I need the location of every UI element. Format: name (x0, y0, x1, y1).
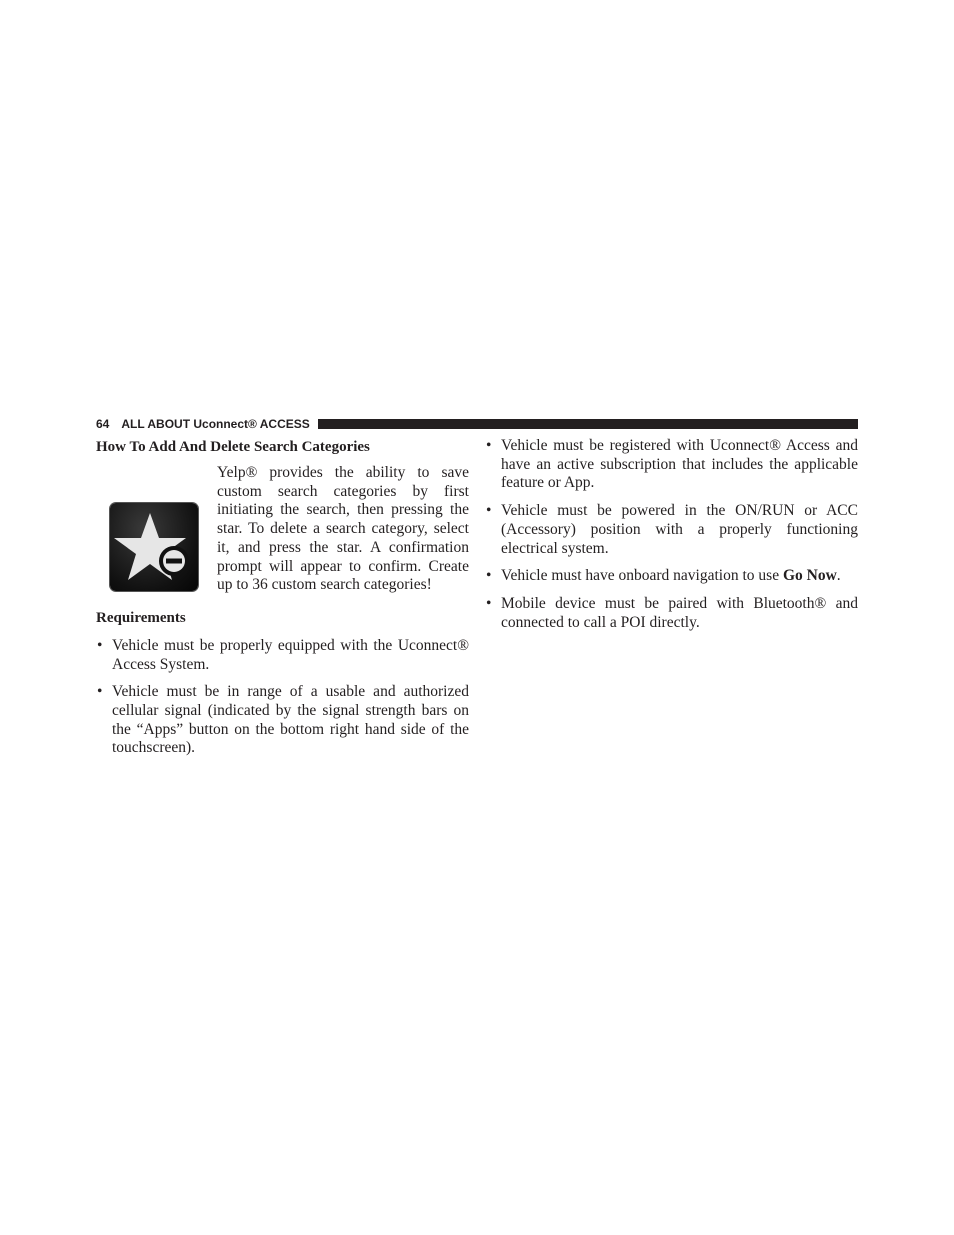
list-item-text: Vehicle must be properly equipped with the Uconnect® Access System. (112, 636, 469, 673)
star-minus-icon (110, 503, 198, 591)
requirements-list-right (485, 437, 858, 632)
list-item (485, 437, 858, 493)
requirements-heading: Requirements (96, 609, 186, 626)
section-title: ALL ABOUT Uconnect® ACCESS (121, 417, 310, 431)
icon-paragraph: Yelp® provides the ability to save custom search categories by first initiating the search, then pressing the star. To delete a search category, select it, and press the star. A confirmation prompt will appear to confirm. Create up to 36 custom search categories! (217, 464, 469, 594)
bullet-dot: • (486, 437, 492, 454)
list-item (96, 683, 469, 758)
list-item-text-suffix: . (836, 567, 841, 585)
bullet-dot: • (486, 502, 492, 520)
right-column (485, 437, 858, 641)
list-item (485, 567, 858, 586)
page-number: 64 (96, 417, 110, 431)
list-item-text: Vehicle must be powered in the ON/RUN or ACC (Accessory) position with a properly functioning electrical system. (501, 502, 858, 557)
page-header (96, 417, 858, 431)
icon-block (96, 464, 469, 595)
list-item (485, 502, 858, 558)
list-item (96, 637, 469, 674)
requirements-list-left (96, 637, 469, 758)
star-minus-icon-graphic (110, 503, 198, 591)
header-rule (318, 419, 858, 429)
bullet-dot: • (486, 567, 492, 585)
list-item-text: Mobile device must be paired with Bluetooth® and connected to call a POI directly. (501, 594, 858, 631)
left-column (96, 437, 469, 767)
list-item (485, 595, 858, 632)
bullet-dot: • (97, 683, 103, 701)
bullet-dot: • (486, 594, 492, 612)
list-item-text-prefix: Vehicle must have onboard navigation to use (501, 567, 783, 585)
list-item-text: Vehicle must be registered with Uconnect® Access and have an active subscription that includes the applicable feature or App. (501, 437, 858, 492)
list-item-text: Vehicle must be in range of a usable and authorized cellular signal (indicated by the signal strength bars on the “Apps” button on the bottom right hand side of the touchscreen). (112, 683, 469, 757)
subheading: How To Add And Delete Search Categories (96, 439, 370, 455)
bullet-dot: • (97, 636, 103, 654)
go-now-term: Go Now (782, 567, 837, 585)
